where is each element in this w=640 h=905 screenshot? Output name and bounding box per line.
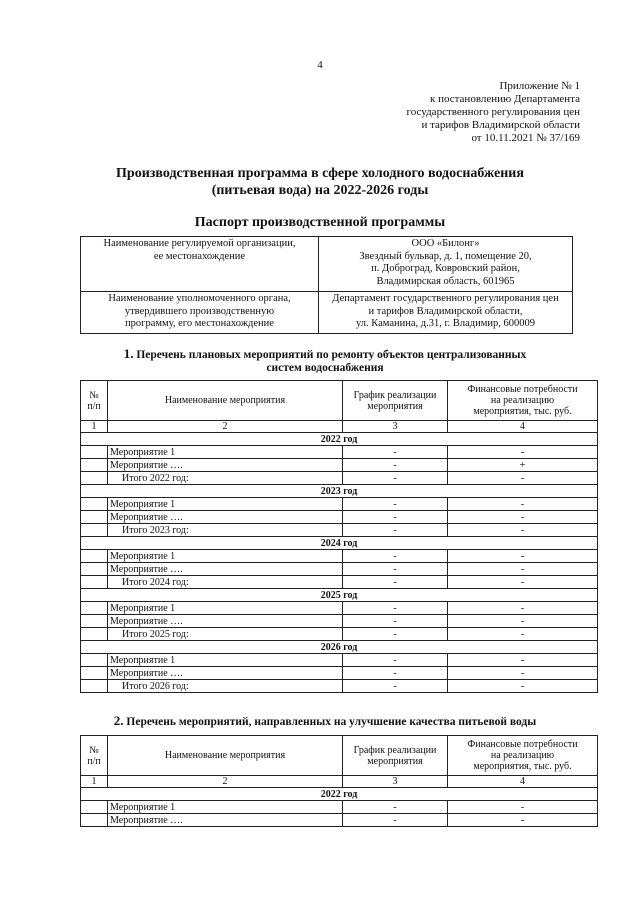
- event-name: Мероприятие 1: [108, 654, 343, 667]
- num-cell: [81, 680, 108, 693]
- schedule-cell: -: [343, 446, 448, 459]
- num-cell: [81, 654, 108, 667]
- num-cell: [81, 498, 108, 511]
- passport-heading: Паспорт производственной программы: [194, 215, 446, 230]
- table-row: [81, 446, 598, 459]
- year-label: 2022 год: [81, 433, 598, 446]
- header-schedule-line: График реализации: [353, 744, 437, 756]
- finance-cell: -: [448, 498, 598, 511]
- passport-label-line: Наименование регулируемой организации,: [103, 238, 296, 249]
- header-num-line: №: [89, 389, 99, 401]
- schedule-cell: -: [343, 498, 448, 511]
- title-line: (питьевая вода) на 2022-2026 годы: [211, 183, 429, 198]
- year-label: 2025 год: [81, 589, 598, 602]
- schedule-cell: -: [343, 563, 448, 576]
- num-cell: [81, 459, 108, 472]
- header-num: [81, 736, 108, 776]
- schedule-cell: -: [343, 524, 448, 537]
- year-row: [81, 485, 598, 498]
- section1-title-line2: систем водоснабжения: [266, 362, 384, 374]
- finance-cell: -: [448, 628, 598, 641]
- column-number-row: [81, 421, 598, 433]
- num-cell: [81, 667, 108, 680]
- table-row: [81, 615, 598, 628]
- num-cell: [81, 550, 108, 563]
- passport-value-line: Владимирская область, 601965: [376, 275, 515, 287]
- num-cell: [81, 511, 108, 524]
- passport-table: [80, 236, 573, 334]
- passport-value: [319, 237, 573, 292]
- passport-label-line: утвердившего производственную: [124, 305, 275, 317]
- table-row: [81, 602, 598, 615]
- event-name: Мероприятие ….: [108, 814, 343, 827]
- finance-cell: -: [448, 576, 598, 589]
- event-name: Мероприятие ….: [108, 615, 343, 628]
- page-number: 4: [317, 59, 323, 71]
- header-schedule: [343, 736, 448, 776]
- column-number: 3: [343, 421, 448, 433]
- header-finance-line: на реализацию: [490, 750, 555, 761]
- finance-cell: -: [448, 667, 598, 680]
- finance-cell: -: [448, 615, 598, 628]
- total-row: [81, 680, 598, 693]
- schedule-cell: -: [343, 602, 448, 615]
- schedule-cell: -: [343, 680, 448, 693]
- table-row: [81, 459, 598, 472]
- header-num-line: п/п: [87, 755, 101, 767]
- year-label: 2024 год: [81, 537, 598, 550]
- column-number: 4: [448, 421, 598, 433]
- passport-label-line: программу, его местонахождение: [125, 318, 274, 329]
- schedule-cell: -: [343, 615, 448, 628]
- num-cell: [81, 814, 108, 827]
- total-row: [81, 524, 598, 537]
- passport-value-line: Звездный бульвар, д. 1, помещение 20,: [359, 250, 532, 262]
- schedule-cell: -: [343, 459, 448, 472]
- finance-cell: +: [448, 459, 598, 472]
- event-name: Мероприятие ….: [108, 511, 343, 524]
- header-schedule-line: График реализации: [353, 389, 437, 401]
- event-name: Мероприятие 1: [108, 498, 343, 511]
- section1-table: [80, 380, 598, 693]
- section2-table: [80, 735, 598, 827]
- year-row: [81, 589, 598, 602]
- finance-cell: -: [448, 602, 598, 615]
- total-label: Итого 2022 год:: [108, 472, 343, 485]
- num-cell: [81, 524, 108, 537]
- total-label: Итого 2025 год:: [108, 628, 343, 641]
- table-row: [81, 814, 598, 827]
- year-label: 2022 год: [81, 788, 598, 801]
- event-name: Мероприятие ….: [108, 459, 343, 472]
- schedule-cell: -: [343, 801, 448, 814]
- column-number: 1: [81, 776, 108, 788]
- column-number: 1: [81, 421, 108, 433]
- header-finance: [448, 381, 598, 421]
- header-finance-line: мероприятия, тыс. руб.: [473, 406, 572, 417]
- num-cell: [81, 615, 108, 628]
- appendix-line: Приложение № 1: [499, 80, 580, 92]
- document-title: [60, 165, 580, 199]
- event-name: Мероприятие ….: [108, 563, 343, 576]
- year-row: [81, 433, 598, 446]
- year-label: 2026 год: [81, 641, 598, 654]
- table-row: [81, 667, 598, 680]
- section2-number: 2.: [113, 713, 124, 728]
- schedule-cell: -: [343, 472, 448, 485]
- schedule-cell: -: [343, 576, 448, 589]
- year-label: 2023 год: [81, 485, 598, 498]
- passport-row: [81, 292, 573, 334]
- section1-heading: [60, 347, 590, 375]
- column-number: 3: [343, 776, 448, 788]
- year-row: [81, 537, 598, 550]
- schedule-cell: -: [343, 550, 448, 563]
- passport-value-line: п. Доброград, Ковровский район,: [371, 263, 520, 274]
- event-name: Мероприятие 1: [108, 446, 343, 459]
- finance-cell: -: [448, 550, 598, 563]
- finance-cell: -: [448, 563, 598, 576]
- schedule-cell: -: [343, 511, 448, 524]
- column-number: 4: [448, 776, 598, 788]
- table-row: [81, 654, 598, 667]
- schedule-cell: -: [343, 814, 448, 827]
- column-number: 2: [108, 776, 343, 788]
- passport-label-line: Наименование уполномоченного органа,: [108, 293, 291, 304]
- header-schedule-line: мероприятия: [367, 400, 423, 412]
- year-row: [81, 788, 598, 801]
- header-name: Наименование мероприятия: [108, 736, 343, 776]
- header-name: Наименование мероприятия: [108, 381, 343, 421]
- column-number: 2: [108, 421, 343, 433]
- header-num: [81, 381, 108, 421]
- num-cell: [81, 576, 108, 589]
- passport-label: [81, 292, 319, 334]
- schedule-cell: -: [343, 667, 448, 680]
- year-row: [81, 641, 598, 654]
- total-label: Итого 2024 год:: [108, 576, 343, 589]
- finance-cell: -: [448, 511, 598, 524]
- event-name: Мероприятие ….: [108, 667, 343, 680]
- header-finance-line: Финансовые потребности: [467, 739, 578, 750]
- table-row: [81, 550, 598, 563]
- schedule-cell: -: [343, 654, 448, 667]
- total-row: [81, 472, 598, 485]
- title-line: Производственная программа в сфере холодного водоснабжения: [116, 166, 524, 181]
- finance-cell: -: [448, 814, 598, 827]
- passport-label-line: ее местонахождение: [153, 250, 246, 262]
- passport-value-line: ООО «Билонг»: [411, 238, 480, 249]
- appendix-line: к постановлению Департамента: [429, 93, 580, 105]
- finance-cell: -: [448, 524, 598, 537]
- appendix-block: [380, 80, 580, 145]
- num-cell: [81, 628, 108, 641]
- header-finance: [448, 736, 598, 776]
- total-label: Итого 2023 год:: [108, 524, 343, 537]
- header-schedule: [343, 381, 448, 421]
- finance-cell: -: [448, 472, 598, 485]
- num-cell: [81, 563, 108, 576]
- column-number-row: [81, 776, 598, 788]
- table-row: [81, 801, 598, 814]
- total-row: [81, 628, 598, 641]
- section1-heading-line1: [60, 347, 590, 362]
- header-finance-line: на реализацию: [490, 395, 555, 406]
- finance-cell: -: [448, 680, 598, 693]
- section2-heading: [60, 714, 590, 729]
- event-name: Мероприятие 1: [108, 602, 343, 615]
- table-row: [81, 511, 598, 524]
- header-finance-line: мероприятия, тыс. руб.: [473, 761, 572, 772]
- num-cell: [81, 446, 108, 459]
- passport-value-line: и тарифов Владимирской области,: [368, 305, 523, 317]
- passport-row: [81, 237, 573, 292]
- header-finance-line: Финансовые потребности: [467, 384, 578, 395]
- num-cell: [81, 472, 108, 485]
- appendix-line: государственного регулирования цен: [406, 106, 580, 118]
- appendix-line: от 10.11.2021 № 37/169: [471, 132, 580, 144]
- section2-title: Перечень мероприятий, направленных на улучшение качества питьевой воды: [126, 716, 537, 728]
- num-cell: [81, 801, 108, 814]
- event-name: Мероприятие 1: [108, 550, 343, 563]
- table-header-row: [81, 736, 598, 776]
- passport-value: [319, 292, 573, 334]
- event-name: Мероприятие 1: [108, 801, 343, 814]
- section1-title: Перечень плановых мероприятий по ремонту объектов централизованных: [136, 349, 527, 361]
- passport-label: [81, 237, 319, 292]
- table-header-row: [81, 381, 598, 421]
- header-schedule-line: мероприятия: [367, 755, 423, 767]
- appendix-line: и тарифов Владимирской области: [421, 119, 580, 131]
- finance-cell: -: [448, 654, 598, 667]
- schedule-cell: -: [343, 628, 448, 641]
- total-label: Итого 2026 год:: [108, 680, 343, 693]
- section1-number: 1.: [123, 346, 134, 361]
- passport-value-line: Департамент государственного регулирования цен: [332, 293, 559, 304]
- passport-value-line: ул. Каманина, д.31, г. Владимир, 600009: [355, 318, 536, 329]
- finance-cell: -: [448, 801, 598, 814]
- table-row: [81, 498, 598, 511]
- finance-cell: -: [448, 446, 598, 459]
- total-row: [81, 576, 598, 589]
- num-cell: [81, 602, 108, 615]
- header-num-line: п/п: [87, 400, 101, 412]
- table-row: [81, 563, 598, 576]
- header-num-line: №: [89, 744, 99, 756]
